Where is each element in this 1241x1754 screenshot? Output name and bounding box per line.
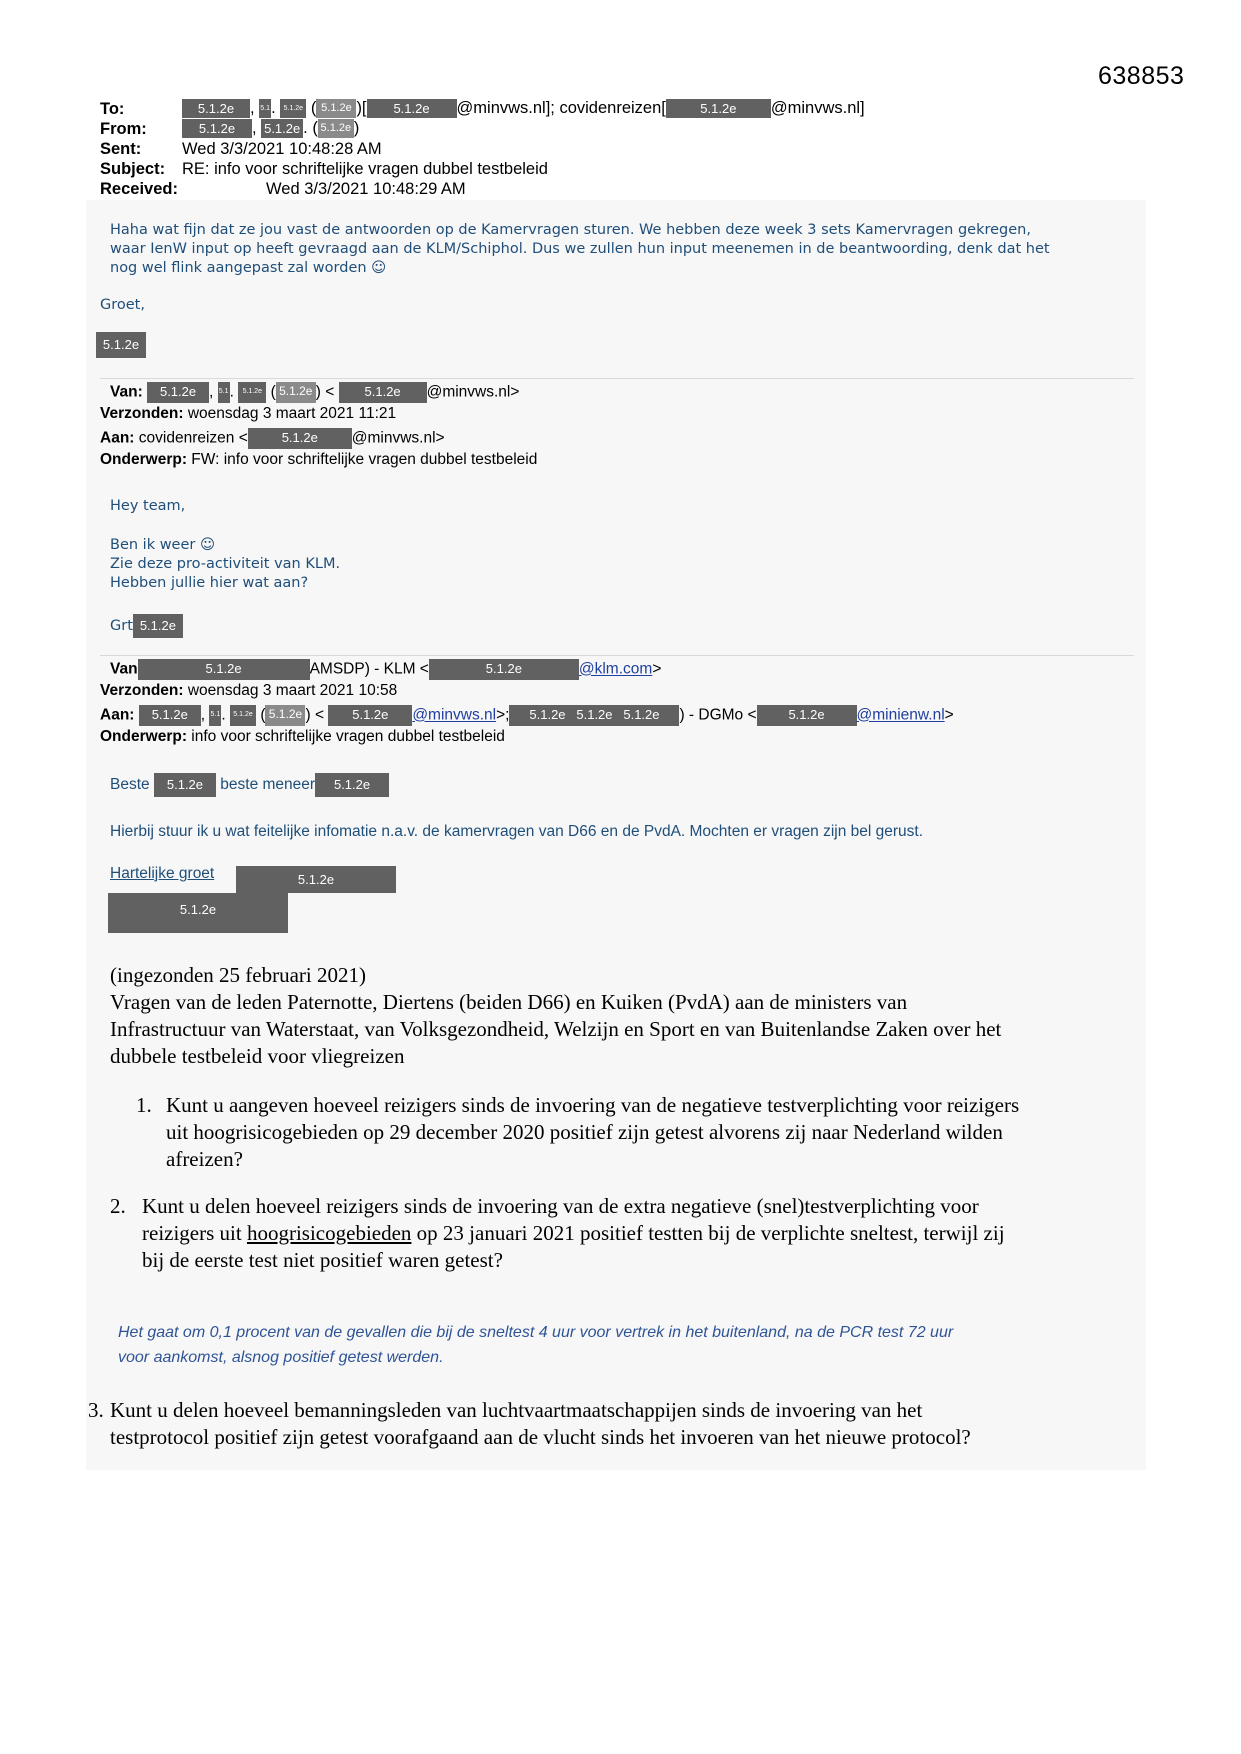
- redaction-box: 5.1.2e: [238, 382, 266, 403]
- redaction-box: 5.1.2e: [666, 99, 771, 118]
- question-1: [166, 1092, 1019, 1173]
- fwd1-grt-text: Grt: [110, 618, 133, 634]
- question-2: [142, 1193, 1005, 1274]
- fwd2-van: [110, 659, 661, 680]
- redaction-box: 5.1.2e 5.1.2e 5.1.2e: [509, 705, 679, 726]
- q2-underlined-term: hoogrisicogebieden: [246, 1221, 412, 1245]
- answer-line: Het gaat om 0,1 procent van de gevallen die bij de sneltest 4 uur voor vertrek in het buitenland, na de PCR test 72 uur: [118, 1324, 954, 1341]
- fwd2-aan: Aan: 5.1.2e , 5.1. 5.1.2e ( 5.1.2e ) < 5.1.2e @minvws.nl>; 5.1.2e 5.1.2e 5.1.2e ) - DGMo < 5.1.2e @minienw.nl>: [100, 705, 954, 726]
- from-value: 5.1.2e , 5.1.2e . ( 5.1.2e ): [182, 119, 359, 138]
- question-line: Kunt u delen hoeveel reizigers sinds de invoering van de extra negatieve (snel)testverplichting voor: [142, 1194, 979, 1218]
- reply-line: Haha wat fijn dat ze jou vast de antwoorden op de Kamervragen sturen. We hebben deze week 3 sets Kamervragen gekregen,: [110, 222, 1031, 238]
- fwd1-aan-value: covidenreizen <: [138, 429, 248, 447]
- redaction-box: 5.1.2e: [138, 659, 310, 680]
- reply-line: waar IenW input op heeft gevraagd aan de KLM/Schiphol. Dus we zullen hun input meenemen in de beantwoording, denk dat het: [110, 241, 1050, 257]
- fwd1-van: Van: 5.1.2e , 5.1. 5.1.2e ( 5.1.2e ) < 5.1.2e @minvws.nl>: [110, 382, 519, 403]
- redaction-box: 5.1.2e: [154, 773, 216, 797]
- redaction-box: 5.1.2e: [328, 705, 412, 726]
- subject-value: RE: info voor schriftelijke vragen dubbel testbeleid: [182, 160, 548, 178]
- redaction-box: 5.1.2e: [230, 705, 256, 726]
- submitted-date: (ingezonden 25 februari 2021): [110, 963, 366, 987]
- q2-post: op 23 januari 2021 positief testten bij de verplichte sneltest, terwijl zij: [411, 1221, 1005, 1245]
- fwd1-grt: [110, 614, 183, 638]
- question-line: uit hoogrisicogebieden op 29 december 2020 positief zijn getest alvorens zij naar Nederland wilden: [166, 1120, 1003, 1144]
- fwd1-aan-label: Aan:: [100, 429, 135, 447]
- q2-pre: reizigers uit: [142, 1221, 247, 1245]
- redaction-box: 5.1.2e: [139, 705, 201, 726]
- question-line: Kunt u aangeven hoeveel reizigers sinds de invoering van de negatieve testverplichting voor reizigers: [166, 1093, 1020, 1117]
- to-label: To:: [100, 100, 125, 118]
- question-3-number: 3.: [88, 1398, 104, 1422]
- question-3: [110, 1397, 971, 1451]
- fwd2-van-label: Van: [110, 660, 138, 678]
- redaction-box: 5.1.2e: [108, 893, 288, 933]
- fwd1-hey: Hey team,: [110, 498, 186, 514]
- fwd2-beste-meneer: beste meneer: [220, 776, 316, 794]
- redaction-box: 5.1.2e: [276, 382, 316, 403]
- redaction-box: 5.1.2e: [318, 119, 354, 138]
- fwd1-van-domain: @minvws.nl>: [426, 383, 520, 401]
- fwd2-verzonden-label: Verzonden:: [100, 682, 184, 699]
- fwd1-verzonden-label: Verzonden:: [100, 405, 184, 422]
- answer-line: voor aankomst, alsnog positief getest werden.: [118, 1349, 444, 1366]
- redaction-box: 5.1.2e: [265, 705, 305, 726]
- sent-label: Sent:: [100, 140, 142, 158]
- fwd2-aan-sep: >;: [496, 706, 510, 724]
- fwd1-verzonden: [100, 405, 396, 423]
- question-line: Kunt u delen hoeveel bemanningsleden van luchtvaartmaatschappijen sinds de invoering van het: [110, 1398, 923, 1422]
- fwd2-van-email-link[interactable]: @klm.com: [578, 660, 653, 678]
- fwd2-hierbij: Hierbij stuur ik u wat feitelijke infomatie n.a.v. de kamervragen van D66 en de PvdA. Mochten er vragen zijn bel gerust.: [110, 823, 924, 840]
- fwd1-verzonden-value: woensdag 3 maart 2021 11:21: [187, 405, 397, 422]
- fwd2-beste-text: Beste: [110, 776, 150, 794]
- fwd1-line: Zie deze pro-activiteit van KLM.: [110, 556, 341, 572]
- question-line: [142, 1220, 1005, 1247]
- fwd1-van-label: Van:: [110, 383, 143, 401]
- redaction-box: 5.1: [259, 99, 271, 118]
- fwd2-verzonden-value: woensdag 3 maart 2021 10:58: [187, 682, 398, 699]
- fwd2-beste: [110, 773, 389, 797]
- redaction-box: 5.1.2e: [316, 99, 356, 118]
- fwd2-onderwerp: [100, 728, 505, 746]
- redaction-box: 5.1.2e: [248, 428, 352, 449]
- reply-signature: [96, 332, 146, 358]
- divider: [100, 378, 1134, 379]
- redaction-box: 5.1.2e: [429, 659, 579, 680]
- fwd1-onderwerp: [100, 451, 537, 469]
- divider: [100, 655, 1134, 656]
- to-value: 5.1.2e , 5.1. 5.1.2e ( 5.1.2e )[ 5.1.2e @minvws.nl]; covidenreizen[ 5.1.2e @minvws.nl]: [182, 99, 865, 118]
- to-domain-1: @minvws.nl]; covidenreizen[: [456, 99, 666, 117]
- redaction-box: 5.1.2e: [147, 382, 209, 403]
- fwd2-aan-close: >: [944, 706, 954, 724]
- fwd2-onderwerp-label: Onderwerp:: [100, 728, 187, 745]
- received-value: Wed 3/3/2021 10:48:29 AM: [266, 180, 466, 198]
- reply-body: [110, 221, 1050, 278]
- question-2-number: 2.: [110, 1194, 126, 1218]
- reply-line: nog wel flink aangepast zal worden ☺: [110, 260, 387, 276]
- fwd2-aan-label: Aan:: [100, 706, 135, 724]
- redaction-box: 5.1.2e: [261, 119, 303, 138]
- fwd1-line: Hebben jullie hier wat aan?: [110, 575, 309, 591]
- redaction-box: 5.1.2e: [280, 99, 306, 118]
- redaction-box: 5.1.2e: [339, 382, 427, 403]
- question-line: testprotocol positief zijn getest voorafgaand aan de vlucht sinds het invoeren van het nieuwe protocol?: [110, 1425, 971, 1449]
- redaction-box: 5.1.2e: [182, 119, 252, 138]
- sent-value: Wed 3/3/2021 10:48:28 AM: [182, 140, 382, 158]
- fwd2-van-close: >: [652, 660, 662, 678]
- redaction-box: 5.1.2e: [315, 773, 389, 797]
- document-number: 638853: [1098, 62, 1185, 90]
- fwd2-van-mid: AMSDP) - KLM <: [309, 660, 429, 678]
- redaction-box: 5.1.2e: [236, 866, 396, 893]
- redaction-box: 5.1.2e: [757, 705, 857, 726]
- fwd2-onderwerp-value: info voor schriftelijke vragen dubbel testbeleid: [191, 728, 505, 745]
- redaction-box: 5.1.2e: [133, 614, 183, 638]
- redaction-box: 5.1: [218, 382, 230, 403]
- fwd1-body: [110, 536, 340, 593]
- redaction-box: 5.1: [209, 705, 221, 726]
- fwd1-aan: [100, 428, 445, 449]
- redaction-box: 5.1.2e: [182, 99, 250, 118]
- answer-2: [118, 1320, 953, 1370]
- subject-label: Subject:: [100, 160, 166, 178]
- reply-greeting: Groet,: [100, 297, 145, 313]
- from-label: From:: [100, 120, 147, 138]
- fwd1-aan-domain: @minvws.nl>: [351, 429, 445, 447]
- fwd1-onderwerp-label: Onderwerp:: [100, 451, 187, 468]
- intro-line: Vragen van de leden Paternotte, Diertens (beiden D66) en Kuiken (PvdA) aan de ministers van: [110, 990, 908, 1014]
- fwd2-aan-email-link-2[interactable]: @minienw.nl: [856, 706, 945, 724]
- redaction-box: 5.1.2e: [367, 99, 457, 118]
- question-1-number: 1.: [136, 1093, 152, 1117]
- questions-intro: [110, 989, 1001, 1070]
- fwd2-aan-dgmo: ) - DGMo <: [679, 706, 757, 724]
- fwd2-verzonden: [100, 682, 397, 700]
- fwd2-aan-email-link-1[interactable]: @minvws.nl: [412, 706, 497, 724]
- redaction-box: 5.1.2e: [96, 332, 146, 358]
- question-line: afreizen?: [166, 1147, 243, 1171]
- fwd2-hartelijke: Hartelijke groet: [110, 865, 215, 882]
- to-domain-2: @minvws.nl]: [770, 99, 865, 117]
- intro-line: Infrastructuur van Waterstaat, van Volksgezondheid, Welzijn en Sport en van Buitenlandse Zaken over het: [110, 1017, 1002, 1041]
- question-line: bij de eerste test niet positief waren getest?: [142, 1248, 503, 1272]
- fwd1-onderwerp-value: FW: info voor schriftelijke vragen dubbel testbeleid: [191, 451, 538, 468]
- received-label: Received:: [100, 180, 178, 198]
- intro-line: dubbele testbeleid voor vliegreizen: [110, 1044, 405, 1068]
- fwd1-line: Ben ik weer ☺: [110, 537, 216, 553]
